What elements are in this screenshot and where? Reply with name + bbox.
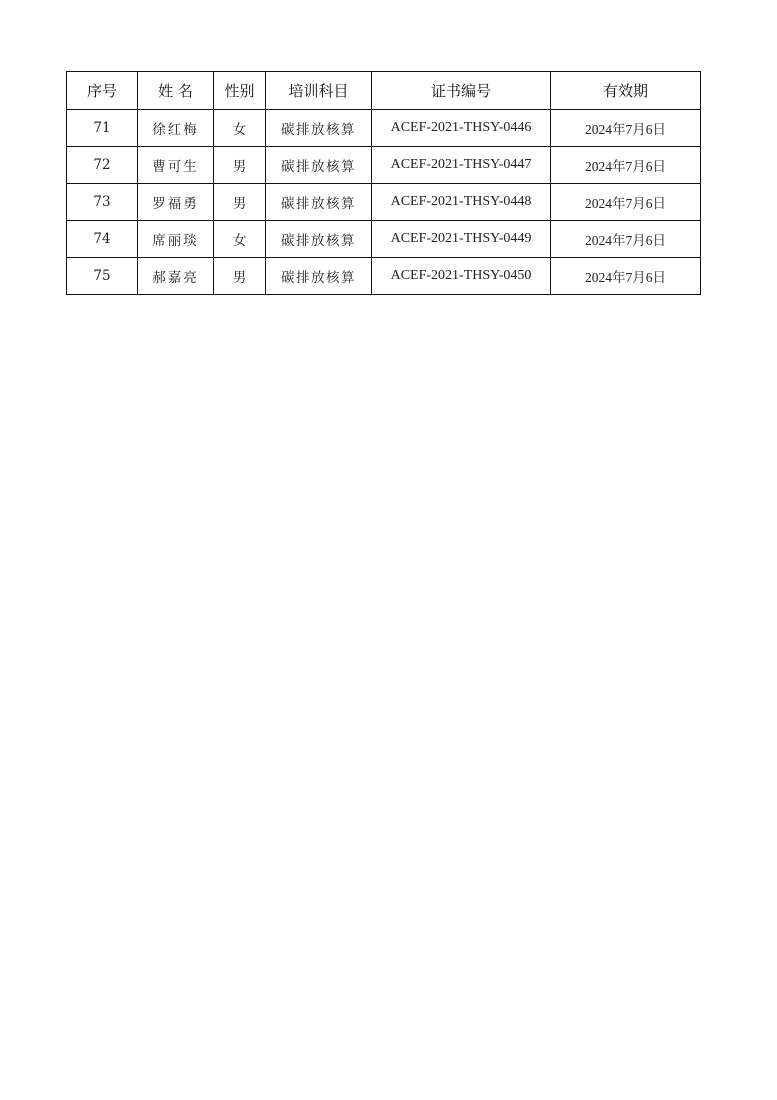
- gender-cell: 男: [214, 184, 266, 221]
- gender-cell: 女: [214, 110, 266, 147]
- certificate-number-cell: ACEF-2021-THSY-0448: [372, 184, 551, 221]
- validity-date-cell: 2024年7月6日: [551, 184, 701, 221]
- gender-cell: 女: [214, 221, 266, 258]
- header-certificate-number: 证书编号: [372, 72, 551, 110]
- name-cell: 徐红梅: [138, 110, 214, 147]
- name-cell: 曹可生: [138, 147, 214, 184]
- serial-number-cell: 72: [67, 147, 138, 184]
- table-row: [67, 110, 701, 147]
- certificate-number-cell: ACEF-2021-THSY-0450: [372, 258, 551, 295]
- name-cell: 郝嘉亮: [138, 258, 214, 295]
- training-subject-cell: 碳排放核算: [266, 184, 372, 221]
- serial-number-cell: 74: [67, 221, 138, 258]
- training-subject-cell: 碳排放核算: [266, 221, 372, 258]
- header-serial-number: 序号: [67, 72, 138, 110]
- header-training-subject: 培训科目: [266, 72, 372, 110]
- name-cell: 席丽琰: [138, 221, 214, 258]
- serial-number-cell: 75: [67, 258, 138, 295]
- validity-date-cell: 2024年7月6日: [551, 258, 701, 295]
- gender-cell: 男: [214, 147, 266, 184]
- certificate-number-cell: ACEF-2021-THSY-0447: [372, 147, 551, 184]
- gender-cell: 男: [214, 258, 266, 295]
- table-row: [67, 184, 701, 221]
- table-row: [67, 221, 701, 258]
- header-gender: 性别: [214, 72, 266, 110]
- table-row: [67, 147, 701, 184]
- validity-date-cell: 2024年7月6日: [551, 147, 701, 184]
- serial-number-cell: 73: [67, 184, 138, 221]
- certificate-table: [66, 71, 701, 295]
- training-subject-cell: 碳排放核算: [266, 110, 372, 147]
- header-name: 姓 名: [138, 72, 214, 110]
- table-header-row: [67, 72, 701, 110]
- training-subject-cell: 碳排放核算: [266, 147, 372, 184]
- header-validity-period: 有效期: [551, 72, 701, 110]
- validity-date-cell: 2024年7月6日: [551, 110, 701, 147]
- serial-number-cell: 71: [67, 110, 138, 147]
- training-subject-cell: 碳排放核算: [266, 258, 372, 295]
- table-row: [67, 258, 701, 295]
- certificate-number-cell: ACEF-2021-THSY-0449: [372, 221, 551, 258]
- name-cell: 罗福勇: [138, 184, 214, 221]
- certificate-number-cell: ACEF-2021-THSY-0446: [372, 110, 551, 147]
- validity-date-cell: 2024年7月6日: [551, 221, 701, 258]
